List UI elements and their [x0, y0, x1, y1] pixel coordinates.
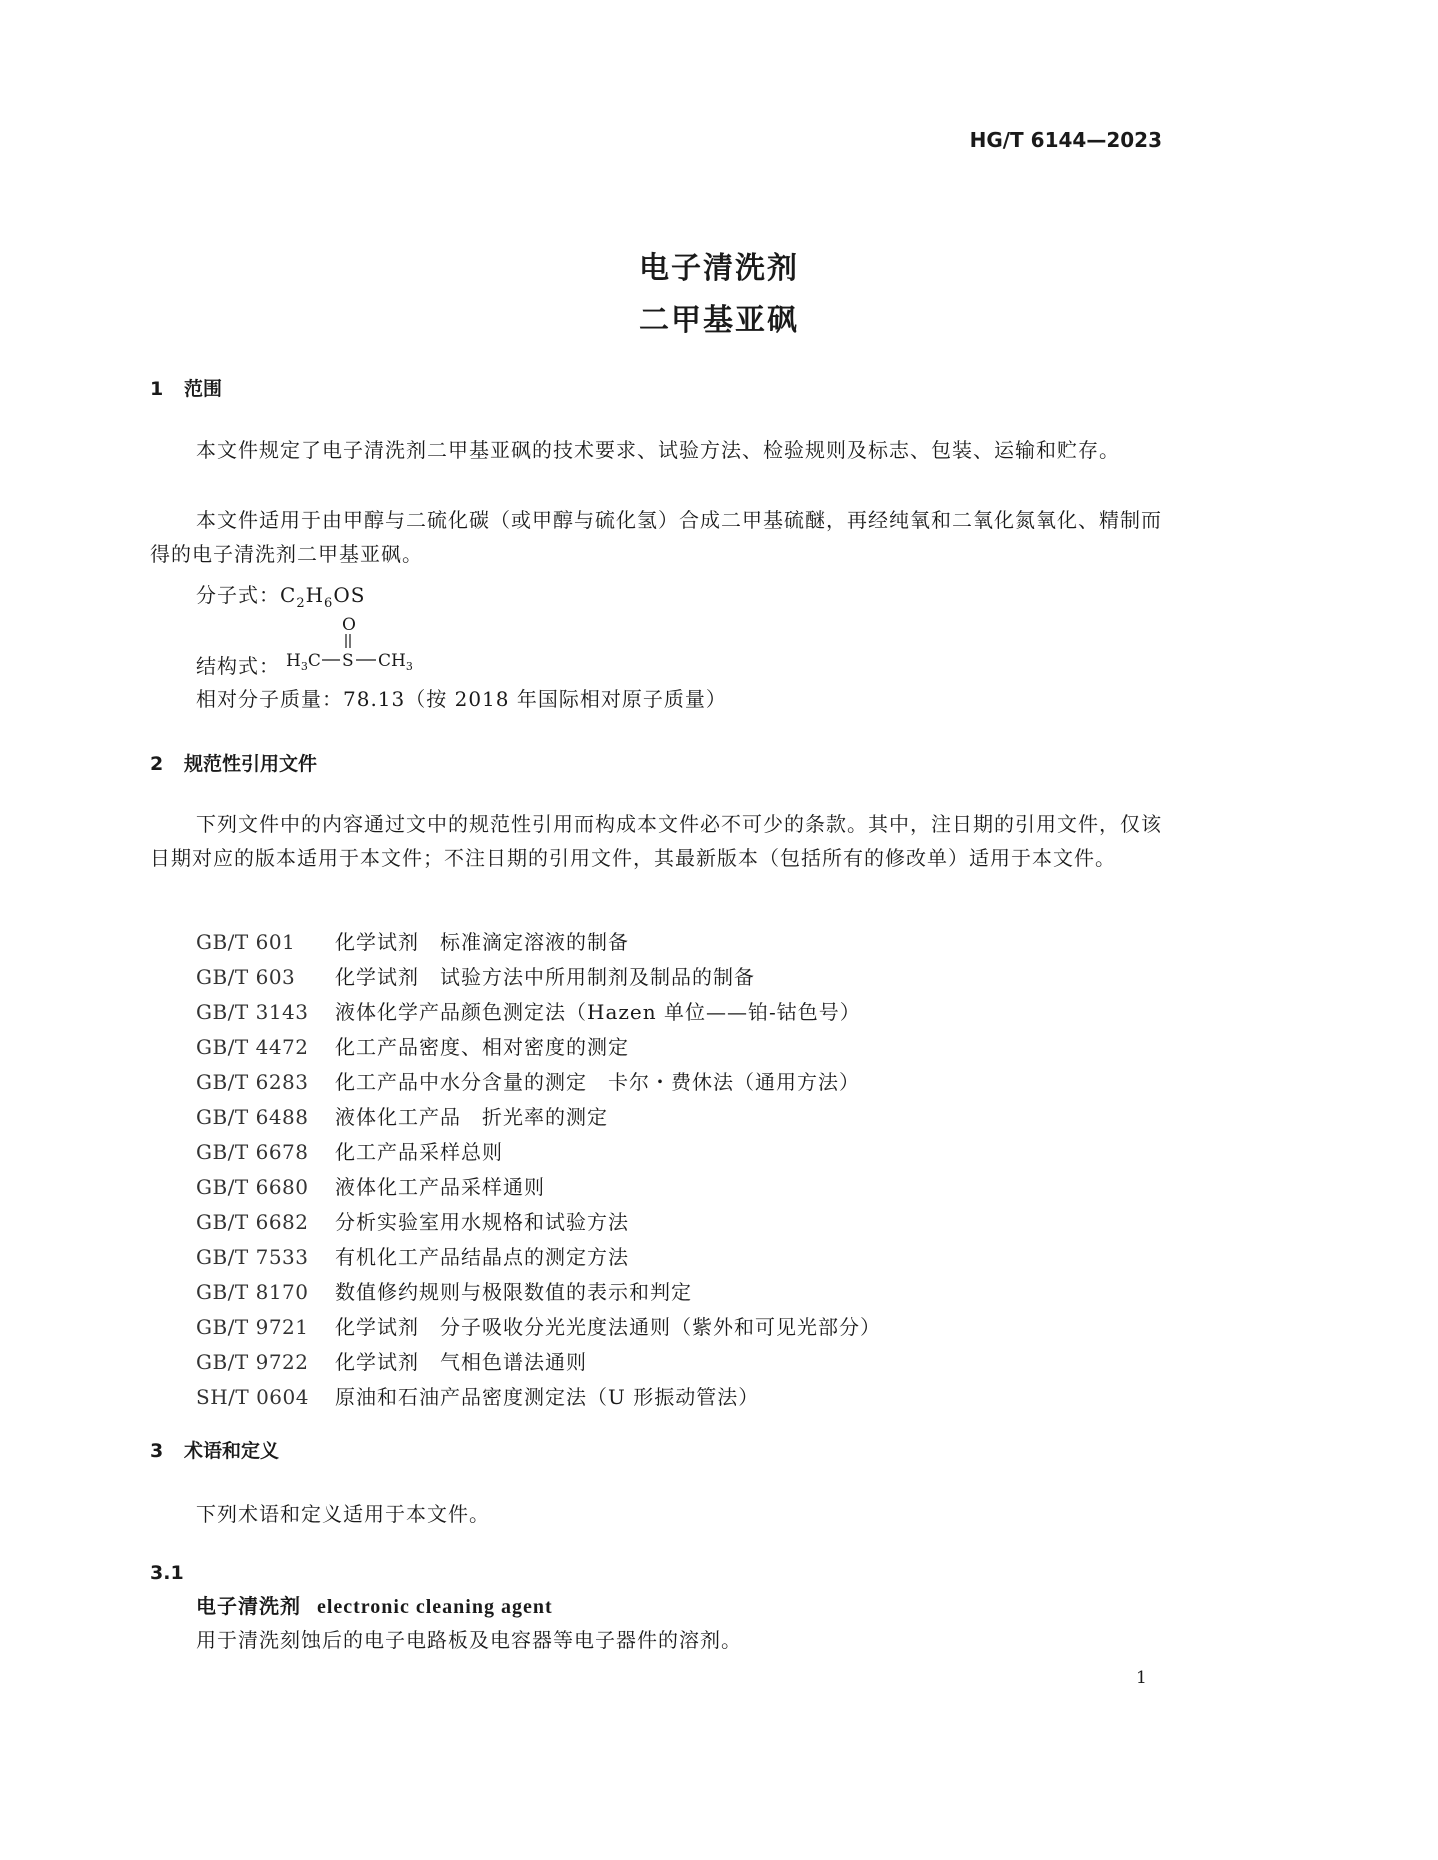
reference-item	[196, 1030, 881, 1065]
molecular-formula-value: $C_2H_6OS$	[280, 583, 366, 611]
section-title: 规范性引用文件	[184, 753, 318, 775]
reference-code: GB/T 6283	[196, 1070, 309, 1094]
scope-paragraph-1: 本文件规定了电子清洗剂二甲基亚砜的技术要求、试验方法、检验规则及标志、包装、运输和贮存。	[196, 438, 1120, 462]
reference-item	[196, 1100, 881, 1135]
term-number: 3.1	[150, 1562, 184, 1584]
reference-code: GB/T 6488	[196, 1105, 309, 1129]
title-line-1: 电子清洗剂	[639, 251, 799, 286]
term-entry	[196, 1590, 553, 1619]
reference-code: GB/T 3143	[196, 1000, 309, 1024]
term-definition: 用于清洗刻蚀后的电子电路板及电容器等电子器件的溶剂。	[196, 1628, 742, 1652]
reference-title: 化工产品密度、相对密度的测定	[335, 1035, 629, 1059]
reference-item	[196, 1065, 881, 1100]
reference-title: 化学试剂 气相色谱法通则	[335, 1350, 587, 1374]
reference-title: 化学试剂 标准滴定溶液的制备	[335, 930, 629, 954]
reference-item	[196, 1345, 881, 1380]
molecular-formula-label: 分子式：	[196, 583, 280, 607]
reference-item	[196, 1170, 881, 1205]
title-line-2: 二甲基亚砜	[639, 303, 799, 338]
structural-formula-diagram	[284, 612, 424, 676]
reference-title: 液体化工产品采样通则	[335, 1175, 545, 1199]
reference-title: 液体化工产品 折光率的测定	[335, 1105, 608, 1129]
oxygen-atom: O	[342, 615, 356, 635]
reference-item	[196, 1205, 881, 1240]
molar-mass: 相对分子质量：78.13（按 2018 年国际相对原子质量）	[196, 687, 727, 711]
reference-item	[196, 1275, 881, 1310]
section-title: 范围	[184, 378, 223, 400]
reference-code: GB/T 6682	[196, 1210, 309, 1234]
reference-title: 数值修约规则与极限数值的表示和判定	[335, 1280, 692, 1304]
reference-title: 分析实验室用水规格和试验方法	[335, 1210, 629, 1234]
reference-code: GB/T 6678	[196, 1140, 309, 1164]
reference-title: 原油和石油产品密度测定法（U 形振动管法）	[335, 1385, 760, 1409]
reference-title: 化工产品中水分含量的测定 卡尔・费休法（通用方法）	[335, 1070, 860, 1094]
reference-code: SH/T 0604	[196, 1385, 309, 1409]
reference-item	[196, 1240, 881, 1275]
reference-title: 化学试剂 分子吸收分光光度法通则（紫外和可见光部分）	[335, 1315, 881, 1339]
reference-code: GB/T 601	[196, 930, 296, 954]
section-3-heading	[150, 1436, 279, 1463]
page-number: 1	[1136, 1668, 1147, 1688]
right-methyl: $CH_3$	[378, 651, 413, 673]
reference-item	[196, 925, 881, 960]
section-number: 1	[150, 378, 164, 400]
document-code: HG/T 6144—2023	[969, 128, 1162, 152]
reference-item	[196, 995, 881, 1030]
left-methyl: $H_3C$	[286, 651, 321, 673]
structural-formula-label: 结构式：	[196, 654, 280, 678]
term-chinese: 电子清洗剂	[196, 1594, 301, 1618]
reference-item	[196, 1310, 881, 1345]
reference-item	[196, 1135, 881, 1170]
reference-item	[196, 960, 881, 995]
section-number: 3	[150, 1440, 164, 1462]
term-english: electronic cleaning agent	[316, 1596, 553, 1618]
reference-code: GB/T 7533	[196, 1245, 309, 1269]
molecular-formula	[196, 579, 365, 611]
reference-code: GB/T 603	[196, 965, 296, 989]
section-number: 2	[150, 753, 164, 775]
reference-item	[196, 1380, 881, 1415]
section-1-heading	[150, 374, 222, 401]
reference-code: GB/T 4472	[196, 1035, 309, 1059]
reference-title: 有机化工产品结晶点的测定方法	[335, 1245, 629, 1269]
reference-code: GB/T 8170	[196, 1280, 309, 1304]
scope-paragraph-2: 本文件适用于由甲醇与二硫化碳（或甲醇与硫化氢）合成二甲基硫醚，再经纯氧和二氧化氮氧化、精制而得的电子清洗剂二甲基亚砜。	[150, 508, 1162, 566]
section-title: 术语和定义	[184, 1440, 280, 1462]
reference-list	[196, 925, 881, 1415]
reference-title: 化学试剂 试验方法中所用制剂及制品的制备	[335, 965, 755, 989]
reference-title: 液体化学产品颜色测定法（Hazen 单位——铂-钴色号）	[335, 1000, 861, 1024]
terms-intro: 下列术语和定义适用于本文件。	[196, 1502, 490, 1526]
sulfur-atom: S	[342, 651, 354, 671]
reference-code: GB/T 6680	[196, 1175, 309, 1199]
reference-code: GB/T 9722	[196, 1350, 309, 1374]
reference-code: GB/T 9721	[196, 1315, 309, 1339]
reference-title: 化工产品采样总则	[335, 1140, 503, 1164]
references-intro: 下列文件中的内容通过文中的规范性引用而构成本文件必不可少的条款。其中，注日期的引用文件，仅该日期对应的版本适用于本文件；不注日期的引用文件，其最新版本（包括所有的修改单）适用于本文件。	[150, 812, 1162, 870]
section-2-heading	[150, 749, 317, 776]
